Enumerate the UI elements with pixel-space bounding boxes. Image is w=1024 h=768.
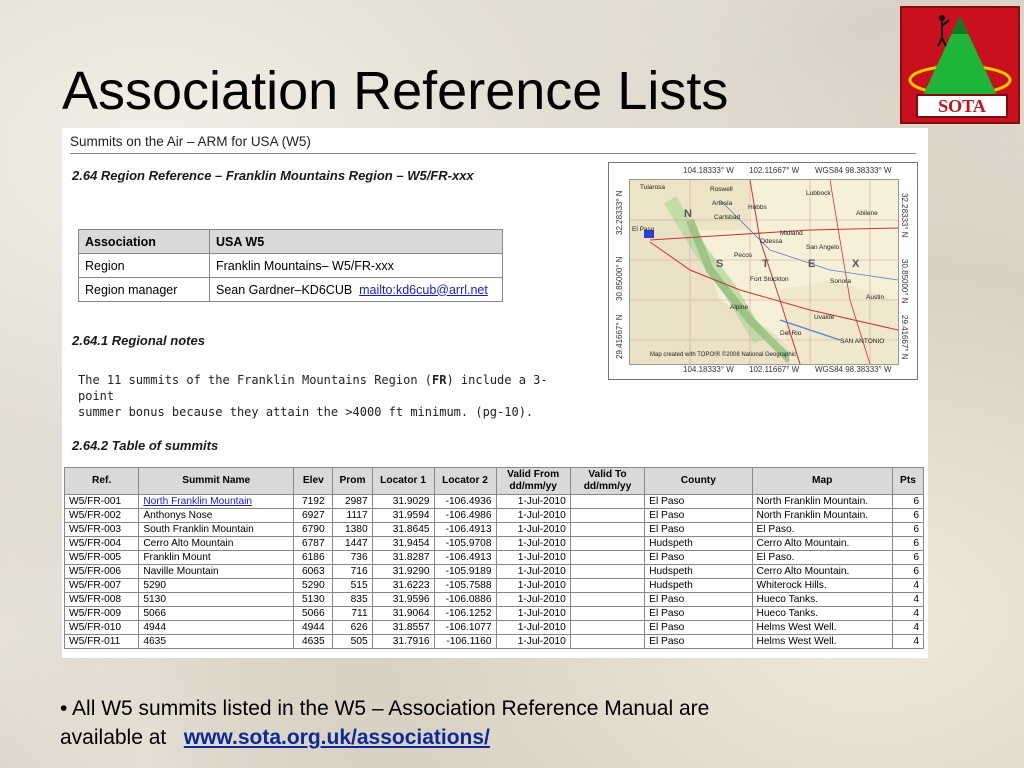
assoc-header-value: USA W5 xyxy=(210,230,503,254)
map-canvas xyxy=(629,179,899,365)
cell-prom: 505 xyxy=(333,635,372,649)
cell-locator-1: 31.7916 xyxy=(372,635,434,649)
cell-prom: 711 xyxy=(333,607,372,621)
cell-points: 6 xyxy=(892,495,923,509)
cell-points: 6 xyxy=(892,537,923,551)
cell-county: El Paso xyxy=(645,593,752,607)
notes-text: The 11 summits of the Franklin Mountains Region ( xyxy=(78,373,433,387)
cell-elev: 5066 xyxy=(294,607,333,621)
cell-summit-name[interactable]: North Franklin Mountain xyxy=(139,495,294,509)
cell-points: 6 xyxy=(892,551,923,565)
cell-county: El Paso xyxy=(645,551,752,565)
map-city: Uvalde xyxy=(814,314,835,321)
cell-locator-2: -106.1077 xyxy=(434,621,496,635)
cell-points: 4 xyxy=(892,621,923,635)
cell-points: 4 xyxy=(892,607,923,621)
map-city: Abilene xyxy=(856,210,878,217)
logo-text: SOTA xyxy=(916,94,1008,118)
map-coord-right: 30.85000° N xyxy=(900,259,909,304)
cell-ref: W5/FR-006 xyxy=(65,565,139,579)
cell-prom: 1117 xyxy=(333,509,372,523)
col-header: County xyxy=(645,468,752,495)
cell-elev: 6787 xyxy=(294,537,333,551)
cell-ref: W5/FR-001 xyxy=(65,495,139,509)
cell-locator-2: -106.1252 xyxy=(434,607,496,621)
map-coord-top: WGS84 98.38333° W xyxy=(815,166,892,175)
assoc-header-label: Association xyxy=(79,230,210,254)
cell-valid-to xyxy=(570,495,644,509)
col-header: Valid From dd/mm/yy xyxy=(496,468,570,495)
cell-elev: 6790 xyxy=(294,523,333,537)
cell-ref: W5/FR-010 xyxy=(65,621,139,635)
cell-ref: W5/FR-004 xyxy=(65,537,139,551)
map-coord-left: 29.41667° N xyxy=(615,314,624,359)
sota-logo xyxy=(900,6,1020,124)
cell-locator-1: 31.9594 xyxy=(372,509,434,523)
map-coord-bottom: 104.18333° W xyxy=(683,365,734,374)
cell-elev: 5130 xyxy=(294,593,333,607)
col-header: Valid To dd/mm/yy xyxy=(570,468,644,495)
col-header: Map xyxy=(752,468,892,495)
cell-locator-1: 31.8287 xyxy=(372,551,434,565)
summits-table xyxy=(64,467,924,649)
cell-valid-to xyxy=(570,537,644,551)
col-header: Pts xyxy=(892,468,923,495)
cell-summit-name: Cerro Alto Mountain xyxy=(139,537,294,551)
map-coord-right: 32.28333° N xyxy=(900,193,909,238)
doc-header: Summits on the Air – ARM for USA (W5) xyxy=(70,134,311,149)
table-row xyxy=(65,523,924,537)
map-letter: T xyxy=(762,258,769,270)
manager-name: Sean Gardner–KD6CUB xyxy=(216,282,353,297)
map-coord-top: 102.11667° W xyxy=(749,166,800,175)
table-row xyxy=(65,579,924,593)
cell-county: El Paso xyxy=(645,509,752,523)
map-coord-right: 29.41667° N xyxy=(900,315,909,360)
cell-prom: 515 xyxy=(333,579,372,593)
association-table xyxy=(78,229,503,302)
cell-elev: 4635 xyxy=(294,635,333,649)
cell-points: 4 xyxy=(892,579,923,593)
cell-prom: 716 xyxy=(333,565,372,579)
cell-locator-2: -106.1160 xyxy=(434,635,496,649)
map-coord-top: 104.18333° W xyxy=(683,166,734,175)
cell-summit-name: 5066 xyxy=(139,607,294,621)
cell-locator-1: 31.6223 xyxy=(372,579,434,593)
cell-valid-from: 1-Jul-2010 xyxy=(496,537,570,551)
cell-map: El Paso. xyxy=(752,523,892,537)
map-coord-left: 32.28333° N xyxy=(615,190,624,235)
region-label: Region xyxy=(79,254,210,278)
map-letter: X xyxy=(852,258,860,270)
cell-locator-2: -105.9708 xyxy=(434,537,496,551)
region-value: Franklin Mountains– W5/FR-xxx xyxy=(210,254,503,278)
map-city: SAN ANTONIO xyxy=(840,338,885,345)
cell-county: Hudspeth xyxy=(645,579,752,593)
cell-valid-from: 1-Jul-2010 xyxy=(496,593,570,607)
map-city: Austin xyxy=(866,294,885,301)
cell-map: Hueco Tanks. xyxy=(752,607,892,621)
summits-header-row xyxy=(65,468,924,495)
cell-points: 6 xyxy=(892,509,923,523)
cell-locator-2: -106.4936 xyxy=(434,495,496,509)
cell-valid-from: 1-Jul-2010 xyxy=(496,635,570,649)
col-header: Elev xyxy=(294,468,333,495)
cell-valid-from: 1-Jul-2010 xyxy=(496,523,570,537)
bullet-line-1: • All W5 summits listed in the W5 – Association Reference Manual are xyxy=(60,697,710,720)
cell-valid-to xyxy=(570,621,644,635)
notes-line-2: summer bonus because they attain the >4000 ft minimum. (pg-10). xyxy=(78,405,534,419)
cell-county: El Paso xyxy=(645,495,752,509)
cell-locator-2: -105.7588 xyxy=(434,579,496,593)
col-header: Locator 2 xyxy=(434,468,496,495)
slide-title: Association Reference Lists xyxy=(62,61,729,121)
document-image xyxy=(62,128,928,658)
mailto-link[interactable]: mailto:kd6cub@arrl.net xyxy=(359,282,488,297)
cell-elev: 6063 xyxy=(294,565,333,579)
cell-county: Hudspeth xyxy=(645,537,752,551)
cell-elev: 7192 xyxy=(294,495,333,509)
cell-summit-name: Anthonys Nose xyxy=(139,509,294,523)
map-city: Sonora xyxy=(830,278,851,285)
table-row xyxy=(65,495,924,509)
cell-locator-1: 31.9290 xyxy=(372,565,434,579)
cell-valid-from: 1-Jul-2010 xyxy=(496,565,570,579)
cell-valid-from: 1-Jul-2010 xyxy=(496,607,570,621)
cell-locator-1: 31.9454 xyxy=(372,537,434,551)
cell-summit-name: 4635 xyxy=(139,635,294,649)
cell-summit-name: 5290 xyxy=(139,579,294,593)
cell-locator-1: 31.9596 xyxy=(372,593,434,607)
table-row xyxy=(65,621,924,635)
cell-valid-from: 1-Jul-2010 xyxy=(496,621,570,635)
cell-prom: 1447 xyxy=(333,537,372,551)
cell-ref: W5/FR-009 xyxy=(65,607,139,621)
table-row xyxy=(65,551,924,565)
table-row xyxy=(65,635,924,649)
cell-map: El Paso. xyxy=(752,551,892,565)
cell-county: El Paso xyxy=(645,635,752,649)
cell-points: 4 xyxy=(892,593,923,607)
cell-points: 6 xyxy=(892,523,923,537)
cell-elev: 5290 xyxy=(294,579,333,593)
map-letter: N xyxy=(684,208,692,220)
map-city: Odessa xyxy=(760,238,783,245)
map-coord-bottom: WGS84 98.38333° W xyxy=(815,365,892,374)
cell-valid-to xyxy=(570,523,644,537)
map-city: Artesia xyxy=(712,200,733,207)
cell-summit-name: Naville Mountain xyxy=(139,565,294,579)
cell-valid-to xyxy=(570,593,644,607)
table-row xyxy=(65,509,924,523)
map-credit: Map created with TOPO!® ©2008 National Geographic xyxy=(650,352,797,358)
notes-heading: 2.64.1 Regional notes xyxy=(72,333,205,348)
map-coord-left: 30.85000° N xyxy=(615,256,624,301)
cell-elev: 6186 xyxy=(294,551,333,565)
table-row xyxy=(65,607,924,621)
map-city: Lubbock xyxy=(806,190,831,197)
cell-locator-2: -106.4986 xyxy=(434,509,496,523)
cell-county: El Paso xyxy=(645,523,752,537)
cell-map: Cerro Alto Mountain. xyxy=(752,537,892,551)
cell-valid-to xyxy=(570,565,644,579)
map-letter: E xyxy=(808,258,816,270)
table-row xyxy=(65,537,924,551)
region-manager-label: Region manager xyxy=(79,278,210,302)
cell-summit-name: South Franklin Mountain xyxy=(139,523,294,537)
map-city: San Angelo xyxy=(806,244,840,251)
cell-locator-1: 31.8645 xyxy=(372,523,434,537)
cell-prom: 2987 xyxy=(333,495,372,509)
section-title: 2.64 Region Reference – Franklin Mountains Region – W5/FR-xxx xyxy=(72,168,474,183)
cell-valid-to xyxy=(570,579,644,593)
map-city: Carlsbad xyxy=(714,214,741,221)
associations-link[interactable]: www.sota.org.uk/associations/ xyxy=(183,726,490,749)
col-header: Ref. xyxy=(65,468,139,495)
summits-body xyxy=(65,495,924,649)
cell-map: Helms West Well. xyxy=(752,621,892,635)
map-city: Tularosa xyxy=(640,184,666,191)
cell-prom: 626 xyxy=(333,621,372,635)
cell-county: El Paso xyxy=(645,621,752,635)
cell-map: Whiterock Hills. xyxy=(752,579,892,593)
region-map xyxy=(608,162,918,380)
cell-map: North Franklin Mountain. xyxy=(752,509,892,523)
cell-ref: W5/FR-002 xyxy=(65,509,139,523)
cell-valid-to xyxy=(570,607,644,621)
notes-text: ) include a 3-point xyxy=(78,373,548,403)
cell-elev: 6927 xyxy=(294,509,333,523)
bullet-line-2 xyxy=(60,723,960,752)
cell-ref: W5/FR-008 xyxy=(65,593,139,607)
table-row xyxy=(65,565,924,579)
map-city: Alpine xyxy=(730,304,749,311)
map-letter: S xyxy=(716,258,724,270)
cell-ref: W5/FR-005 xyxy=(65,551,139,565)
cell-locator-1: 31.9029 xyxy=(372,495,434,509)
cell-locator-2: -106.4913 xyxy=(434,523,496,537)
map-city: Fort Stockton xyxy=(750,276,789,283)
col-header: Locator 1 xyxy=(372,468,434,495)
map-city: El Paso xyxy=(632,226,655,233)
cell-prom: 736 xyxy=(333,551,372,565)
cell-ref: W5/FR-011 xyxy=(65,635,139,649)
cell-points: 4 xyxy=(892,635,923,649)
map-city: Pecos xyxy=(734,252,753,259)
cell-locator-2: -105.9189 xyxy=(434,565,496,579)
map-city: Midland xyxy=(780,230,803,237)
cell-valid-from: 1-Jul-2010 xyxy=(496,509,570,523)
cell-summit-name: 5130 xyxy=(139,593,294,607)
col-header: Summit Name xyxy=(139,468,294,495)
cell-summit-name: 4944 xyxy=(139,621,294,635)
cell-map: North Franklin Mountain. xyxy=(752,495,892,509)
divider xyxy=(70,153,916,154)
cell-map: Cerro Alto Mountain. xyxy=(752,565,892,579)
map-city: Hobbs xyxy=(748,204,767,211)
cell-locator-2: -106.0886 xyxy=(434,593,496,607)
notes-bold: FR xyxy=(432,373,447,387)
cell-summit-name: Franklin Mount xyxy=(139,551,294,565)
cell-county: Hudspeth xyxy=(645,565,752,579)
bullet-prefix: available at xyxy=(60,726,167,749)
cell-valid-from: 1-Jul-2010 xyxy=(496,495,570,509)
cell-locator-1: 31.8557 xyxy=(372,621,434,635)
cell-valid-from: 1-Jul-2010 xyxy=(496,551,570,565)
table-row xyxy=(65,593,924,607)
cell-prom: 1380 xyxy=(333,523,372,537)
cell-valid-to xyxy=(570,635,644,649)
regional-notes xyxy=(78,372,578,420)
notes-line-1 xyxy=(78,372,578,404)
cell-county: El Paso xyxy=(645,607,752,621)
cell-locator-1: 31.9064 xyxy=(372,607,434,621)
cell-map: Hueco Tanks. xyxy=(752,593,892,607)
cell-valid-from: 1-Jul-2010 xyxy=(496,579,570,593)
map-coord-bottom: 102.11667° W xyxy=(749,365,800,374)
footer-bullet xyxy=(60,694,960,752)
cell-locator-2: -106.4913 xyxy=(434,551,496,565)
map-city: Del Rio xyxy=(780,330,802,337)
col-header: Prom xyxy=(333,468,372,495)
cell-ref: W5/FR-007 xyxy=(65,579,139,593)
cell-elev: 4944 xyxy=(294,621,333,635)
cell-ref: W5/FR-003 xyxy=(65,523,139,537)
table-heading: 2.64.2 Table of summits xyxy=(72,438,219,453)
region-manager-value xyxy=(210,278,503,302)
cell-map: Helms West Well. xyxy=(752,635,892,649)
cell-prom: 835 xyxy=(333,593,372,607)
cell-valid-to xyxy=(570,509,644,523)
cell-points: 6 xyxy=(892,565,923,579)
cell-valid-to xyxy=(570,551,644,565)
map-city: Roswell xyxy=(710,186,733,193)
